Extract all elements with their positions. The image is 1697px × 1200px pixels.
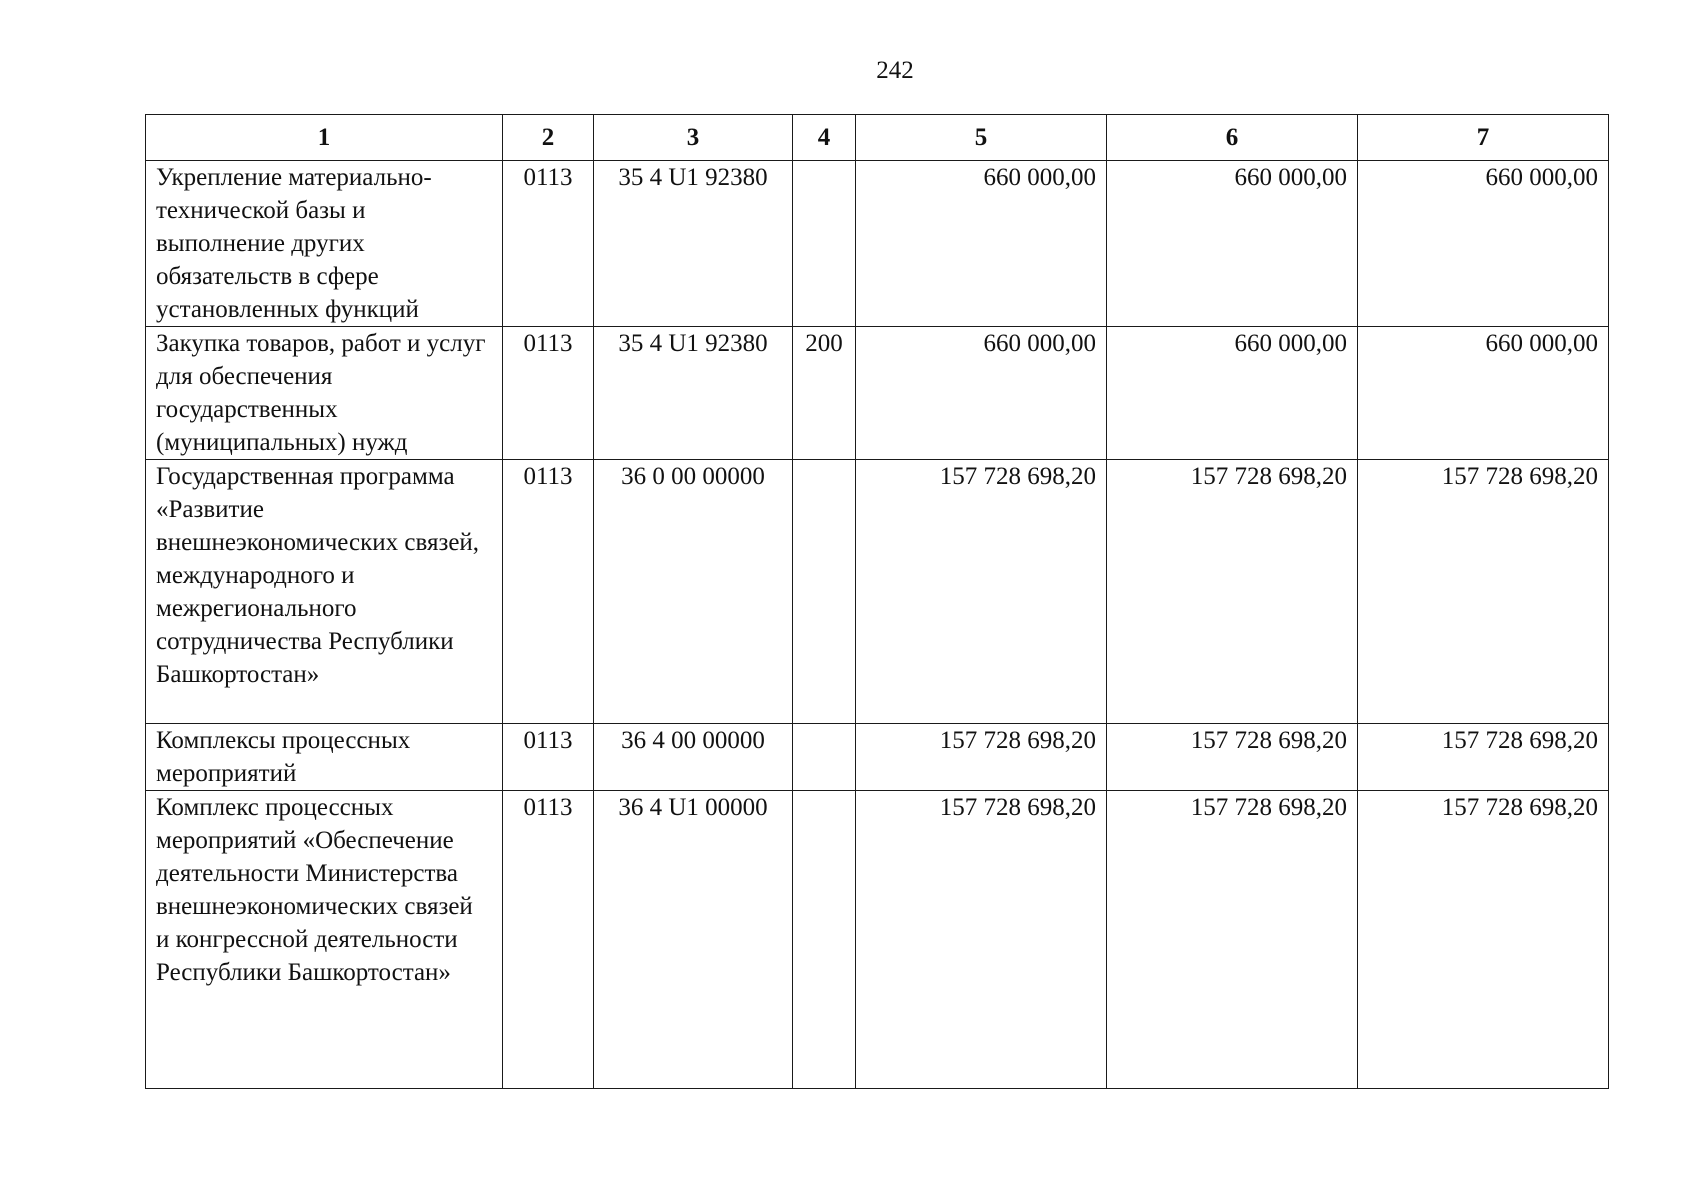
row-expense-type (793, 724, 856, 791)
row-amount-col5: 157 728 698,20 (856, 791, 1107, 1089)
column-header-4: 4 (793, 115, 856, 161)
row-expense-type (793, 161, 856, 327)
column-header-6: 6 (1107, 115, 1358, 161)
row-section-code: 0113 (503, 460, 594, 724)
row-expense-type (793, 460, 856, 724)
row-amount-col6: 157 728 698,20 (1107, 460, 1358, 724)
row-amount-col6: 157 728 698,20 (1107, 791, 1358, 1089)
row-target-code: 36 4 00 00000 (594, 724, 793, 791)
row-name: Закупка товаров, работ и услуг для обеспечения государственных (муниципальных) нужд (146, 327, 503, 460)
table-row (146, 724, 1609, 791)
row-expense-type: 200 (793, 327, 856, 460)
row-amount-col5: 157 728 698,20 (856, 460, 1107, 724)
row-target-code: 35 4 U1 92380 (594, 161, 793, 327)
row-amount-col6: 660 000,00 (1107, 161, 1358, 327)
row-target-code: 36 0 00 00000 (594, 460, 793, 724)
column-header-1: 1 (146, 115, 503, 161)
row-name: Комплексы процессных мероприятий (146, 724, 503, 791)
column-header-3: 3 (594, 115, 793, 161)
table-row (146, 327, 1609, 460)
row-name: Государственная программа «Развитие внешнеэкономических связей, международного и межрегионального сотрудничества Республики Башкортостан» (146, 460, 503, 724)
table-row (146, 460, 1609, 724)
column-header-2: 2 (503, 115, 594, 161)
row-target-code: 35 4 U1 92380 (594, 327, 793, 460)
table-row (146, 791, 1609, 1089)
row-name: Укрепление материально-технической базы и выполнение других обязательств в сфере установленных функций (146, 161, 503, 327)
page-number: 242 (876, 57, 914, 84)
row-amount-col6: 660 000,00 (1107, 327, 1358, 460)
row-amount-col7: 660 000,00 (1358, 327, 1609, 460)
row-section-code: 0113 (503, 724, 594, 791)
row-amount-col5: 157 728 698,20 (856, 724, 1107, 791)
row-amount-col5: 660 000,00 (856, 327, 1107, 460)
row-section-code: 0113 (503, 327, 594, 460)
row-amount-col7: 157 728 698,20 (1358, 724, 1609, 791)
row-amount-col7: 660 000,00 (1358, 161, 1609, 327)
column-header-5: 5 (856, 115, 1107, 161)
budget-table (145, 114, 1609, 1089)
row-section-code: 0113 (503, 791, 594, 1089)
table-row (146, 161, 1609, 327)
row-amount-col7: 157 728 698,20 (1358, 460, 1609, 724)
row-expense-type (793, 791, 856, 1089)
column-header-7: 7 (1358, 115, 1609, 161)
row-amount-col6: 157 728 698,20 (1107, 724, 1358, 791)
row-target-code: 36 4 U1 00000 (594, 791, 793, 1089)
row-amount-col5: 660 000,00 (856, 161, 1107, 327)
row-amount-col7: 157 728 698,20 (1358, 791, 1609, 1089)
header-row (146, 115, 1609, 161)
row-section-code: 0113 (503, 161, 594, 327)
row-name: Комплекс процессных мероприятий «Обеспечение деятельности Министерства внешнеэкономических связей и конгрессной деятельности Республики Башкортостан» (146, 791, 503, 1089)
